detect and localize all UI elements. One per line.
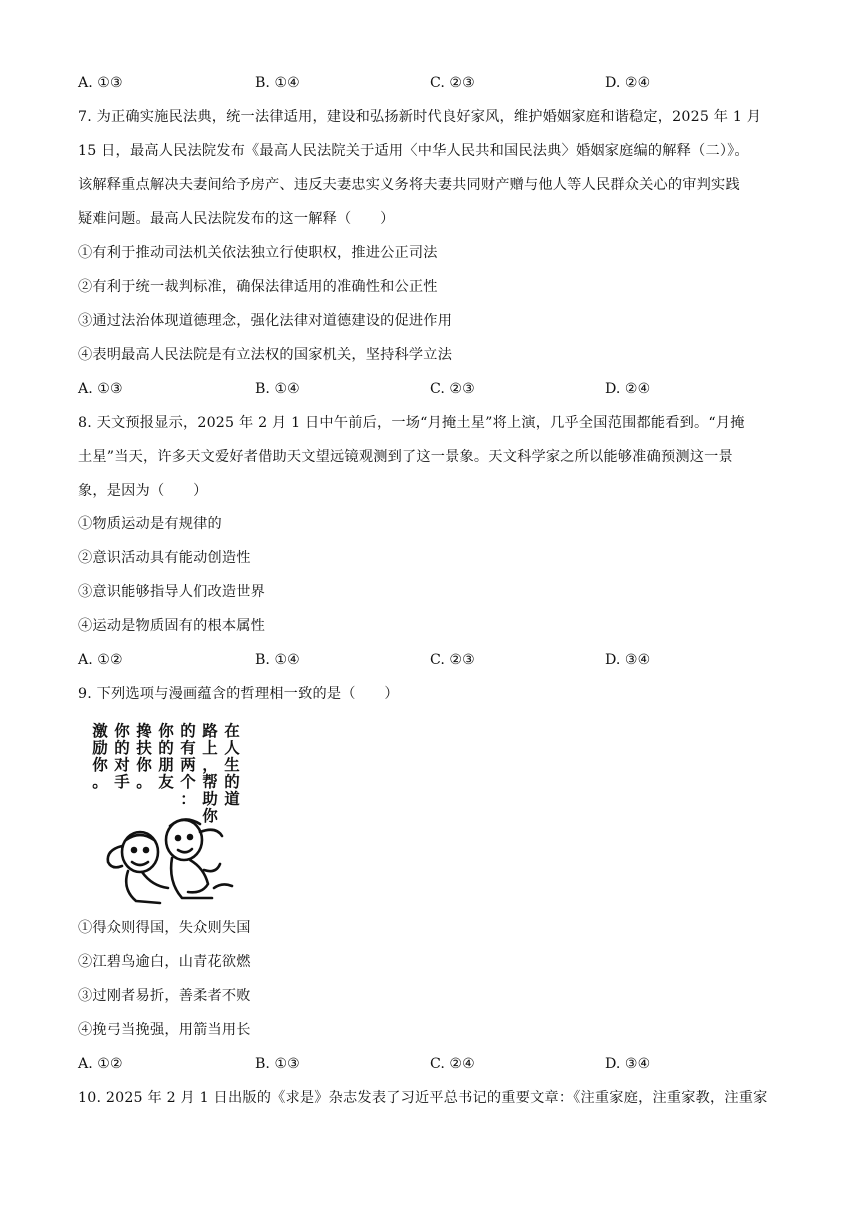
q9-item-2: ②江碧鸟逾白，山青花欲燃	[78, 954, 251, 970]
q8-item-4: ④运动是物质固有的根本属性	[78, 618, 266, 634]
q7-item-4: ④表明最高人民法院是有立法权的国家机关，坚持科学立法	[78, 347, 453, 363]
q8-item-3: ③意识能够指导人们改造世界	[78, 584, 266, 600]
q8-option-c: C. ②③	[430, 652, 475, 668]
q8-option-b: B. ①④	[255, 652, 300, 668]
cartoon-figures-drawing	[108, 819, 232, 903]
cartoon-text-column-7: 激励你。	[92, 721, 108, 791]
q9-option-a: A. ①②	[78, 1056, 123, 1072]
q7-stem-line-4: 疑难问题。最高人民法院发布的这一解释（ ）	[78, 211, 395, 227]
cartoon-text-column-5: 搀扶你。	[136, 721, 152, 791]
cartoon-text-column-3: 的有两个：	[180, 721, 196, 808]
q6-options	[78, 73, 778, 93]
q6-option-c: C. ②③	[430, 75, 475, 91]
q6-option-d: D. ②④	[605, 75, 651, 91]
q7-stem-line-3: 该解释重点解决夫妻间给予房产、违反夫妻忠实义务将夫妻共同财产赠与他人等人民群众关心的审判实践	[78, 177, 740, 193]
q7-option-a: A. ①③	[78, 381, 123, 397]
q6-option-a: A. ①③	[78, 75, 123, 91]
q10-stem-line-1: 10. 2025 年 2 月 1 日出版的《求是》杂志发表了习近平总书记的重要文章：《注重家庭，注重家教，注重家	[78, 1090, 768, 1106]
q8-stem-line-2: 土星”当天，许多天文爱好者借助天文望远镜观测到了这一景象。天文科学家之所以能够准确预测这一景	[78, 449, 733, 465]
cartoon-image	[82, 716, 248, 912]
q9-item-3: ③过刚者易折，善柔者不败	[78, 988, 251, 1004]
q9-stem: 9. 下列选项与漫画蕴含的哲理相一致的是（ ）	[78, 686, 399, 702]
q8-item-2: ②意识活动具有能动创造性	[78, 550, 251, 566]
cartoon-text-column-1: 在人生的道	[224, 721, 240, 808]
q8-option-a: A. ①②	[78, 652, 123, 668]
q7-item-1: ①有利于推动司法机关依法独立行使职权，推进公正司法	[78, 245, 438, 261]
cartoon-text-column-4: 你的朋友	[158, 721, 174, 791]
q9-option-b: B. ①③	[255, 1056, 300, 1072]
q7-options	[78, 379, 778, 399]
q8-stem-line-1: 8. 天文预报显示，2025 年 2 月 1 日中午前后，一场“月掩土星”将上演，几乎全国范围都能看到。“月掩	[78, 415, 745, 431]
q7-option-d: D. ②④	[605, 381, 651, 397]
q7-option-c: C. ②③	[430, 381, 475, 397]
q9-option-d: D. ③④	[605, 1056, 651, 1072]
q7-stem-line-2: 15 日，最高人民法院发布《最高人民法院关于适用〈中华人民共和国民法典〉婚姻家庭编的解释（二）》。	[78, 143, 749, 159]
q9-option-c: C. ②④	[430, 1056, 475, 1072]
q7-item-3: ③通过法治体现道德理念，强化法律对道德建设的促进作用	[78, 313, 453, 329]
q8-options	[78, 650, 778, 670]
q8-option-d: D. ③④	[605, 652, 651, 668]
q7-option-b: B. ①④	[255, 381, 300, 397]
q9-item-4: ④挽弓当挽强，用箭当用长	[78, 1022, 251, 1038]
q8-item-1: ①物质运动是有规律的	[78, 516, 222, 532]
q7-item-2: ②有利于统一裁判标准，确保法律适用的准确性和公正性	[78, 279, 438, 295]
q7-stem-line-1: 7. 为正确实施民法典，统一法律适用，建设和弘扬新时代良好家风，维护婚姻家庭和谐稳定，2025 年 1 月	[78, 109, 762, 125]
q6-option-b: B. ①④	[255, 75, 300, 91]
cartoon-text-column-2: 路上，帮助你	[202, 721, 218, 825]
q8-stem-line-3: 象，是因为（ ）	[78, 483, 208, 499]
q9-item-1: ①得众则得国，失众则失国	[78, 920, 251, 936]
cartoon-text-column-6: 你的对手	[114, 721, 130, 791]
q9-options	[78, 1054, 778, 1074]
